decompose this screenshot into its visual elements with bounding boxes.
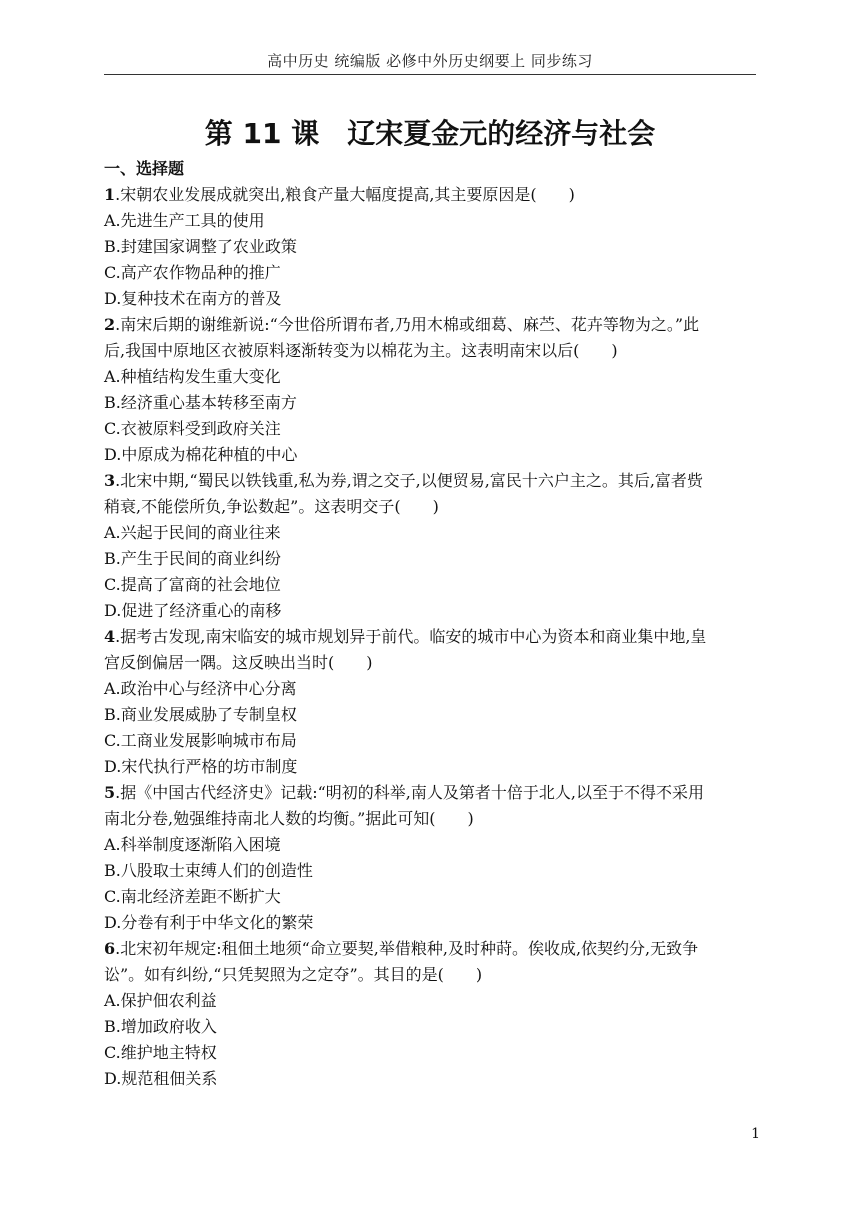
question-stem-line (104, 962, 756, 988)
answer-option: A.种植结构发生重大变化 (104, 367, 281, 386)
answer-option: C.提高了富商的社会地位 (104, 575, 281, 594)
answer-option: A.先进生产工具的使用 (104, 211, 265, 230)
answer-option: B.产生于民间的商业纠纷 (104, 549, 281, 568)
question-number: 1 (104, 185, 116, 204)
question-stem-line (104, 806, 756, 832)
answer-option: B.增加政府收入 (104, 1017, 217, 1036)
answer-option: B.经济重心基本转移至南方 (104, 393, 297, 412)
question-number: 3 (104, 471, 116, 490)
section-heading: 一、选择题 (104, 159, 185, 178)
answer-option: D.复种技术在南方的普及 (104, 289, 282, 308)
answer-option: D.规范租佃关系 (104, 1069, 218, 1088)
question-1 (104, 182, 756, 312)
question-stem-text: .北宋中期,“蜀民以铁钱重,私为券,谓之交子,以便贸易,富民十六户主之。其后,富者赀 (115, 471, 703, 490)
question-number: 4 (104, 627, 116, 646)
question-number: 5 (104, 783, 116, 802)
answer-option: D.中原成为棉花种植的中心 (104, 445, 298, 464)
question-stem-line (104, 936, 756, 962)
answer-option: A.政治中心与经济中心分离 (104, 679, 297, 698)
question-stem-line (104, 182, 756, 208)
question-6 (104, 936, 756, 1092)
question-stem-text: .南宋后期的谢维新说:“今世俗所谓布者,乃用木棉或细葛、麻苎、花卉等物为之。”此 (115, 315, 700, 334)
question-stem-text: .据《中国古代经济史》记载:“明初的科举,南人及第者十倍于北人,以至于不得不采用 (115, 783, 704, 802)
answer-option: C.衣被原料受到政府关注 (104, 419, 281, 438)
question-stem-text: 宫反倒偏居一隅。这反映出当时( ) (104, 653, 373, 672)
question-stem-line (104, 650, 756, 676)
page-number: 1 (751, 1126, 760, 1142)
question-stem-line (104, 468, 756, 494)
answer-option: C.高产农作物品种的推广 (104, 263, 281, 282)
question-stem-text: .据考古发现,南宋临安的城市规划异于前代。临安的城市中心为资本和商业集中地,皇 (115, 627, 707, 646)
document-body (104, 156, 756, 1092)
page-header: 高中历史 统编版 必修中外历史纲要上 同步练习 (267, 52, 593, 70)
answer-option: B.封建国家调整了农业政策 (104, 237, 297, 256)
answer-option: D.宋代执行严格的坊市制度 (104, 757, 298, 776)
answer-option: A.科举制度逐渐陷入困境 (104, 835, 281, 854)
lesson-title: 第 11 课 辽宋夏金元的经济与社会 (204, 117, 656, 150)
answer-option: D.分卷有利于中华文化的繁荣 (104, 913, 314, 932)
question-stem-text: .北宋初年规定:租佃土地须“命立要契,举借粮种,及时种莳。俟收成,依契约分,无致争 (115, 939, 699, 958)
answer-option: B.商业发展威胁了专制皇权 (104, 705, 297, 724)
question-stem-line (104, 312, 756, 338)
question-stem-text: 讼”。如有纠纷,“只凭契照为之定夺”。其目的是( ) (104, 965, 483, 984)
answer-option: D.促进了经济重心的南移 (104, 601, 282, 620)
answer-option: A.兴起于民间的商业往来 (104, 523, 281, 542)
question-number: 2 (104, 315, 116, 334)
answer-option: C.工商业发展影响城市布局 (104, 731, 297, 750)
question-stem-line (104, 780, 756, 806)
question-stem-line (104, 624, 756, 650)
answer-option: C.南北经济差距不断扩大 (104, 887, 281, 906)
question-5 (104, 780, 756, 936)
question-stem-line (104, 494, 756, 520)
question-stem-text: 稍衰,不能偿所负,争讼数起”。这表明交子( ) (104, 497, 439, 516)
question-stem-text: 南北分卷,勉强维持南北人数的均衡。”据此可知( ) (104, 809, 474, 828)
question-2 (104, 312, 756, 468)
question-4 (104, 624, 756, 780)
question-3 (104, 468, 756, 624)
question-stem-line (104, 338, 756, 364)
answer-option: A.保护佃农利益 (104, 991, 217, 1010)
question-stem-text: .宋朝农业发展成就突出,粮食产量大幅度提高,其主要原因是( ) (115, 185, 575, 204)
answer-option: C.维护地主特权 (104, 1043, 217, 1062)
answer-option: B.八股取士束缚人们的创造性 (104, 861, 313, 880)
header-divider (104, 74, 756, 75)
question-number: 6 (104, 939, 116, 958)
question-stem-text: 后,我国中原地区衣被原料逐渐转变为以棉花为主。这表明南宋以后( ) (104, 341, 618, 360)
question-list (104, 182, 756, 1092)
